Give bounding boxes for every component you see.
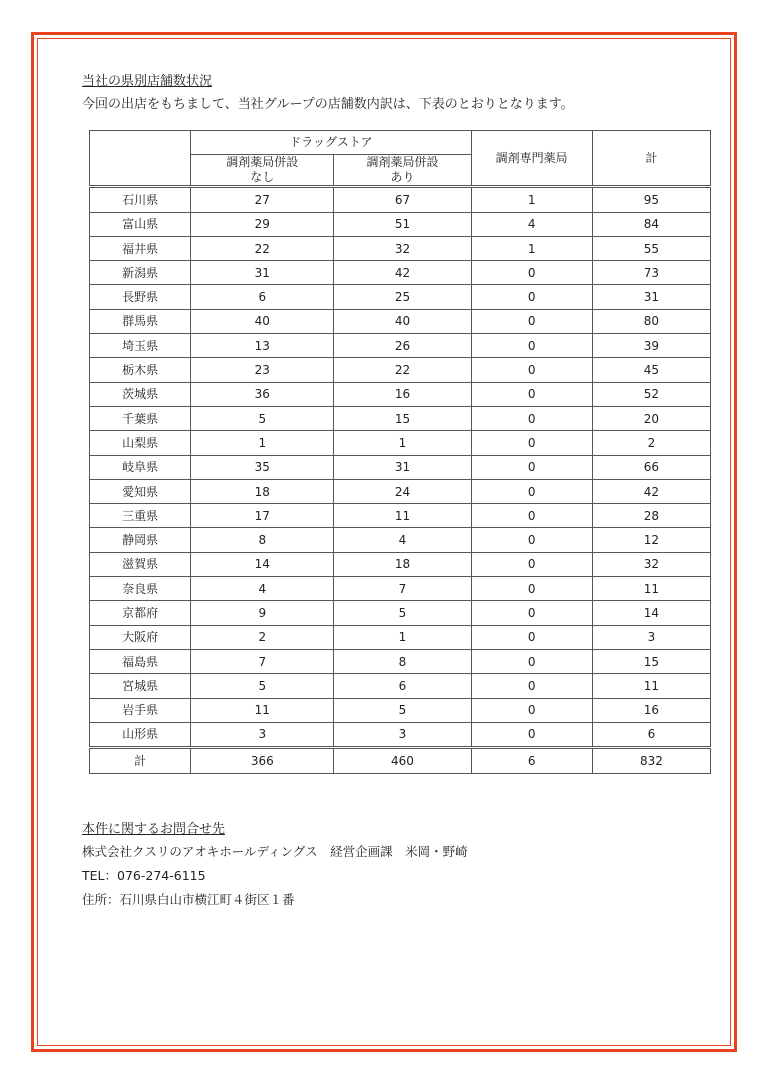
section-heading: 当社の県別店舗数状況 [82, 74, 213, 89]
specialty-pharmacy-cell: 0 [471, 285, 592, 309]
table-row [90, 382, 711, 406]
specialty-pharmacy-cell: 1 [471, 236, 592, 260]
total-cell: 31 [592, 285, 710, 309]
table-row [90, 455, 711, 479]
drugstore-without-pharmacy-cell: 5 [191, 674, 334, 698]
prefecture-cell: 計 [90, 748, 191, 774]
drugstore-with-pharmacy-cell: 18 [334, 552, 471, 576]
total-cell: 11 [592, 577, 710, 601]
intro-text: 今回の出店をもちまして、当社グループの店舗数内訳は、下表のとおりとなります。 [82, 97, 574, 112]
total-cell: 15 [592, 649, 710, 673]
table-body [90, 187, 711, 774]
prefecture-cell: 静岡県 [90, 528, 191, 552]
drugstore-with-pharmacy-cell: 5 [334, 601, 471, 625]
drugstore-without-pharmacy-cell: 18 [191, 479, 334, 503]
prefecture-cell: 福井県 [90, 236, 191, 260]
specialty-pharmacy-cell: 0 [471, 722, 592, 747]
drugstore-with-pharmacy-cell: 42 [334, 261, 471, 285]
drugstore-without-pharmacy-cell: 31 [191, 261, 334, 285]
drugstore-without-pharmacy-cell: 40 [191, 309, 334, 333]
drugstore-with-pharmacy-cell: 25 [334, 285, 471, 309]
drugstore-without-pharmacy-cell: 6 [191, 285, 334, 309]
specialty-pharmacy-cell: 0 [471, 455, 592, 479]
table-row [90, 334, 711, 358]
table-row [90, 504, 711, 528]
drugstore-without-pharmacy-cell: 17 [191, 504, 334, 528]
drugstore-without-pharmacy-cell: 7 [191, 649, 334, 673]
drugstore-without-pharmacy-cell: 13 [191, 334, 334, 358]
specialty-pharmacy-cell: 0 [471, 358, 592, 382]
prefecture-cell: 新潟県 [90, 261, 191, 285]
table-row [90, 285, 711, 309]
specialty-pharmacy-cell: 0 [471, 674, 592, 698]
drugstore-without-pharmacy-cell: 14 [191, 552, 334, 576]
drugstore-with-pharmacy-cell: 3 [334, 722, 471, 747]
total-cell: 80 [592, 309, 710, 333]
prefecture-cell: 群馬県 [90, 309, 191, 333]
specialty-pharmacy-cell: 0 [471, 528, 592, 552]
prefecture-cell: 愛知県 [90, 479, 191, 503]
specialty-pharmacy-cell: 0 [471, 504, 592, 528]
specialty-pharmacy-cell: 0 [471, 552, 592, 576]
table-row [90, 406, 711, 430]
prefecture-cell: 奈良県 [90, 577, 191, 601]
total-cell: 39 [592, 334, 710, 358]
table-row [90, 358, 711, 382]
contact-company: 株式会社クスリのアオキホールディングス 経営企画課 米岡・野崎 [82, 844, 468, 859]
table-row [90, 722, 711, 747]
drugstore-with-pharmacy-cell: 16 [334, 382, 471, 406]
total-cell: 14 [592, 601, 710, 625]
total-cell: 11 [592, 674, 710, 698]
drugstore-without-pharmacy-cell: 8 [191, 528, 334, 552]
prefecture-cell: 千葉県 [90, 406, 191, 430]
total-cell: 52 [592, 382, 710, 406]
prefecture-cell: 石川県 [90, 187, 191, 212]
specialty-pharmacy-cell: 0 [471, 601, 592, 625]
prefecture-cell: 岐阜県 [90, 455, 191, 479]
total-cell: 73 [592, 261, 710, 285]
specialty-pharmacy-cell: 0 [471, 334, 592, 358]
drugstore-without-pharmacy-cell: 35 [191, 455, 334, 479]
table-row [90, 577, 711, 601]
prefecture-cell: 宮城県 [90, 674, 191, 698]
table-row [90, 187, 711, 212]
total-cell: 66 [592, 455, 710, 479]
specialty-pharmacy-cell: 1 [471, 187, 592, 212]
drugstore-with-pharmacy-cell: 4 [334, 528, 471, 552]
contact-tel: TEL：076-274-6115 [82, 868, 206, 883]
drugstore-without-pharmacy-cell: 5 [191, 406, 334, 430]
drugstore-without-pharmacy-cell: 36 [191, 382, 334, 406]
contact-address: 住所：石川県白山市横江町４街区１番 [82, 892, 295, 907]
total-cell: 6 [592, 722, 710, 747]
table-row [90, 674, 711, 698]
prefecture-cell: 京都府 [90, 601, 191, 625]
contact-heading: 本件に関するお問合せ先 [82, 822, 226, 837]
prefecture-cell: 福島県 [90, 649, 191, 673]
total-header: 計 [592, 131, 710, 187]
specialty-pharmacy-cell: 4 [471, 212, 592, 236]
prefecture-cell: 山形県 [90, 722, 191, 747]
drugstore-with-pharmacy-cell: 22 [334, 358, 471, 382]
total-row [90, 748, 711, 774]
drugstore-with-pharmacy-cell: 5 [334, 698, 471, 722]
table-row [90, 261, 711, 285]
drugstore-with-pharmacy-cell: 32 [334, 236, 471, 260]
drugstore-without-pharmacy-cell: 23 [191, 358, 334, 382]
without-pharmacy-header-line2: なし [250, 170, 275, 185]
specialty-pharmacy-cell: 0 [471, 625, 592, 649]
prefecture-cell: 大阪府 [90, 625, 191, 649]
drugstore-without-pharmacy-cell: 22 [191, 236, 334, 260]
prefecture-cell: 埼玉県 [90, 334, 191, 358]
with-pharmacy-header [334, 155, 471, 187]
total-cell: 20 [592, 406, 710, 430]
table-row [90, 625, 711, 649]
total-cell: 55 [592, 236, 710, 260]
specialty-pharmacy-cell: 0 [471, 431, 592, 455]
table-row [90, 649, 711, 673]
without-pharmacy-header [191, 155, 334, 187]
prefecture-cell: 富山県 [90, 212, 191, 236]
specialty-pharmacy-cell: 0 [471, 479, 592, 503]
total-cell: 832 [592, 748, 710, 774]
total-cell: 45 [592, 358, 710, 382]
table-row [90, 479, 711, 503]
drugstore-with-pharmacy-cell: 460 [334, 748, 471, 774]
table-row [90, 431, 711, 455]
drugstore-with-pharmacy-cell: 40 [334, 309, 471, 333]
total-cell: 16 [592, 698, 710, 722]
drugstore-with-pharmacy-cell: 26 [334, 334, 471, 358]
specialty-pharmacy-cell: 0 [471, 406, 592, 430]
drugstore-without-pharmacy-cell: 366 [191, 748, 334, 774]
drugstore-with-pharmacy-cell: 6 [334, 674, 471, 698]
table-row [90, 528, 711, 552]
drugstore-with-pharmacy-cell: 7 [334, 577, 471, 601]
prefecture-cell: 茨城県 [90, 382, 191, 406]
prefecture-header-cell [90, 131, 191, 187]
drugstore-with-pharmacy-cell: 8 [334, 649, 471, 673]
specialty-pharmacy-cell: 0 [471, 261, 592, 285]
drugstore-with-pharmacy-cell: 11 [334, 504, 471, 528]
specialty-pharmacy-header: 調剤専門薬局 [471, 131, 592, 187]
drugstore-with-pharmacy-cell: 51 [334, 212, 471, 236]
table-row [90, 212, 711, 236]
prefecture-cell: 山梨県 [90, 431, 191, 455]
total-cell: 84 [592, 212, 710, 236]
total-cell: 3 [592, 625, 710, 649]
specialty-pharmacy-cell: 0 [471, 577, 592, 601]
table-row [90, 698, 711, 722]
drugstore-group-header: ドラッグストア [191, 131, 471, 155]
drugstore-with-pharmacy-cell: 15 [334, 406, 471, 430]
prefecture-cell: 岩手県 [90, 698, 191, 722]
specialty-pharmacy-cell: 0 [471, 382, 592, 406]
total-cell: 95 [592, 187, 710, 212]
total-cell: 12 [592, 528, 710, 552]
drugstore-with-pharmacy-cell: 67 [334, 187, 471, 212]
specialty-pharmacy-cell: 6 [471, 748, 592, 774]
specialty-pharmacy-cell: 0 [471, 309, 592, 333]
drugstore-with-pharmacy-cell: 1 [334, 431, 471, 455]
drugstore-without-pharmacy-cell: 11 [191, 698, 334, 722]
specialty-pharmacy-cell: 0 [471, 698, 592, 722]
with-pharmacy-header-line2: あり [390, 170, 415, 185]
drugstore-with-pharmacy-cell: 24 [334, 479, 471, 503]
drugstore-without-pharmacy-cell: 29 [191, 212, 334, 236]
table-row [90, 309, 711, 333]
table-row [90, 236, 711, 260]
without-pharmacy-header-line1: 調剤薬局併設 [226, 155, 299, 170]
with-pharmacy-header-line1: 調剤薬局併設 [366, 155, 439, 170]
total-cell: 42 [592, 479, 710, 503]
store-count-table [89, 130, 711, 774]
table-row [90, 601, 711, 625]
specialty-pharmacy-cell: 0 [471, 649, 592, 673]
total-cell: 2 [592, 431, 710, 455]
total-cell: 28 [592, 504, 710, 528]
prefecture-cell: 三重県 [90, 504, 191, 528]
total-cell: 32 [592, 552, 710, 576]
drugstore-with-pharmacy-cell: 31 [334, 455, 471, 479]
drugstore-without-pharmacy-cell: 4 [191, 577, 334, 601]
drugstore-without-pharmacy-cell: 1 [191, 431, 334, 455]
drugstore-with-pharmacy-cell: 1 [334, 625, 471, 649]
drugstore-without-pharmacy-cell: 9 [191, 601, 334, 625]
prefecture-cell: 滋賀県 [90, 552, 191, 576]
drugstore-without-pharmacy-cell: 3 [191, 722, 334, 747]
table-row [90, 552, 711, 576]
drugstore-without-pharmacy-cell: 27 [191, 187, 334, 212]
drugstore-without-pharmacy-cell: 2 [191, 625, 334, 649]
prefecture-cell: 栃木県 [90, 358, 191, 382]
prefecture-cell: 長野県 [90, 285, 191, 309]
